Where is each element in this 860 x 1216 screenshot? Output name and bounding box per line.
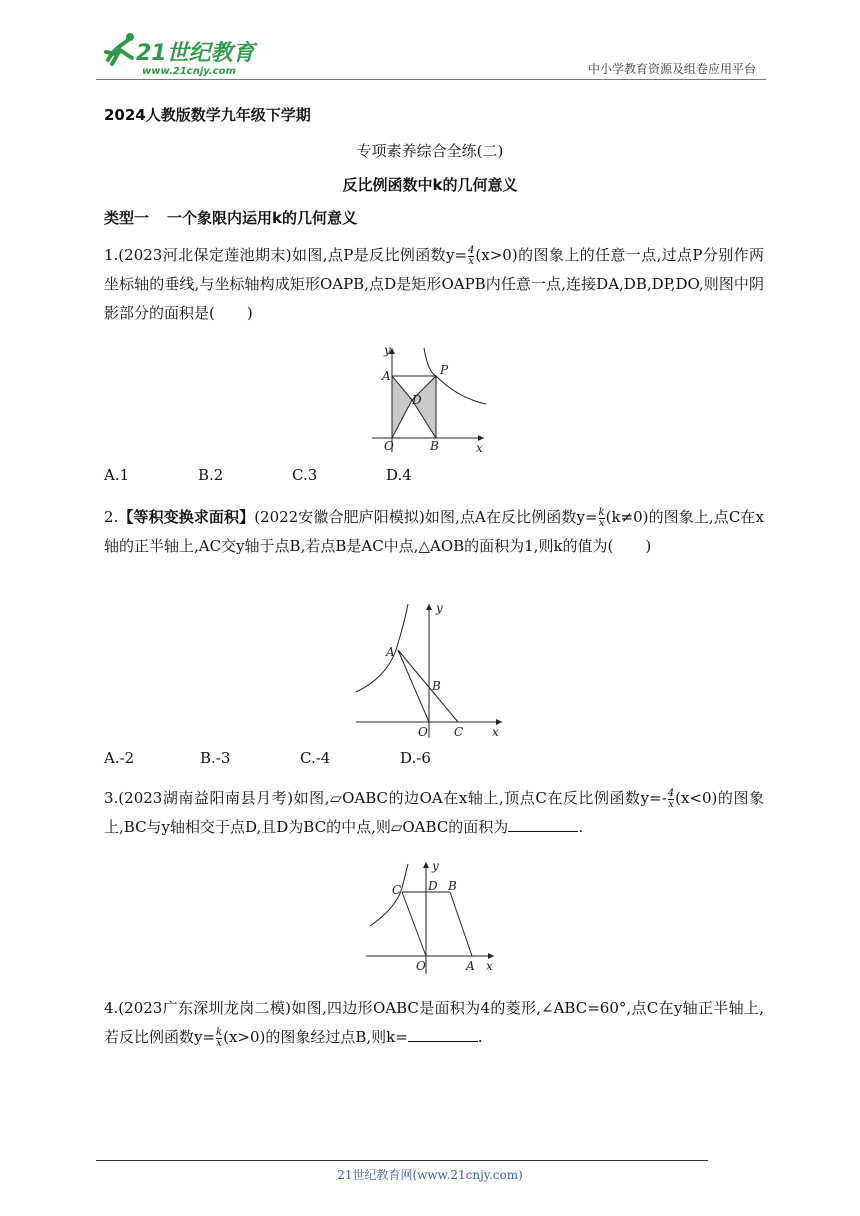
footer-divider: [96, 1160, 708, 1161]
topic-title: 反比例函数中k的几何意义: [342, 176, 518, 194]
option-a[interactable]: A.1: [104, 466, 130, 484]
answer-blank[interactable]: [508, 817, 578, 832]
question-2: 2.【等积变换求面积】(2022安徽合肥庐阳模拟)如图,点A在反比例函数y= $\frac{k}{x}$ (k≠0)的图象上,点C在x轴的正半轴上,AC交y轴于点B,若点B是AC中点,△AOB的面积为1,则k的值为( ): [104, 506, 764, 555]
fraction: $\frac{4}{x}$: [468, 244, 475, 267]
svg-text:y: y: [384, 343, 391, 357]
question-4: 4.(2023广东深圳龙岗二模)如图,四边形OABC是面积为4的菱形,∠ABC=60°,点C在y轴正半轴上,若反比例函数y= $\frac{k}{x}$ (x>0)的图象经过点B,则k= .: [104, 999, 764, 1049]
fraction: $\frac{k}{x}$: [598, 506, 605, 529]
svg-text:A: A: [466, 959, 475, 973]
section-heading: [104, 207, 375, 228]
figure-q3: [362, 858, 500, 978]
svg-text:www.21cnjy.com: www.21cnjy.com: [142, 66, 236, 77]
question-tag: 【等积变换求面积】: [118, 508, 255, 526]
svg-text:A: A: [382, 369, 391, 383]
svg-text:P: P: [440, 363, 449, 377]
svg-text:O: O: [418, 725, 428, 739]
svg-text:B: B: [432, 679, 441, 693]
question-1: 1.(2023河北保定莲池期末)如图,点P是反比例函数y= $\frac{4}{x}$ (x>0)的图象上的任意一点,过点P分别作两坐标轴的垂线,与坐标轴构成矩形OAPB,点D是矩形OAPB内任意一点,连接DA,DB,DP,DO,则图中阴影部分的面积是( ): [104, 244, 764, 322]
figure-q2: [352, 600, 510, 742]
platform-name: 中小学教育资源及组卷应用平台: [587, 62, 756, 76]
running-figure-icon: [106, 40, 132, 64]
svg-text:B: B: [448, 879, 457, 893]
header-divider: [96, 79, 766, 80]
svg-text:B: B: [430, 439, 439, 453]
svg-text:O: O: [384, 439, 394, 453]
footer-link[interactable]: 21世纪教育网(www.21cnjy.com): [337, 1168, 523, 1182]
svg-text:x: x: [492, 725, 499, 739]
options-q1: [104, 466, 412, 484]
svg-text:D: D: [428, 879, 438, 893]
svg-text:x: x: [476, 441, 483, 455]
options-q2: [104, 749, 431, 767]
fraction: $\frac{k}{x}$: [216, 1026, 223, 1049]
option-d[interactable]: D.4: [386, 466, 412, 484]
option-b[interactable]: B.2: [198, 466, 224, 484]
answer-blank[interactable]: [408, 1027, 478, 1042]
svg-text:y: y: [432, 859, 439, 873]
question-3: 3.(2023湖南益阳南县月考)如图,▱OABC的边OA在x轴上,顶点C在反比例函数y=- $\frac{4}{x}$ (x<0)的图象上,BC与y轴相交于点D,且D为BC的中点,则▱OABC的面积为 .: [104, 787, 764, 836]
option-c[interactable]: C.3: [292, 466, 318, 484]
option-c[interactable]: C.-4: [300, 749, 331, 767]
svg-text:21世纪教育: 21世纪教育: [136, 41, 255, 66]
svg-text:O: O: [416, 959, 426, 973]
section-type: 类型一: [104, 209, 150, 227]
fraction: $\frac{4}{x}$: [667, 787, 675, 810]
option-a[interactable]: A.-2: [104, 749, 135, 767]
document-title: 2024人教版数学九年级下学期: [104, 106, 311, 124]
svg-text:x: x: [486, 959, 493, 973]
option-d[interactable]: D.-6: [400, 749, 431, 767]
site-logo: [94, 30, 264, 80]
option-b[interactable]: B.-3: [200, 749, 231, 767]
svg-text:D: D: [412, 393, 422, 407]
svg-text:A: A: [386, 645, 395, 659]
figure-q1: [362, 342, 492, 458]
svg-text:C: C: [454, 725, 464, 739]
svg-text:y: y: [436, 601, 443, 615]
exercise-subtitle: 专项素养综合全练(二): [356, 142, 504, 160]
section-name: 一个象限内运用k的几何意义: [167, 209, 357, 227]
svg-text:C: C: [392, 883, 402, 897]
